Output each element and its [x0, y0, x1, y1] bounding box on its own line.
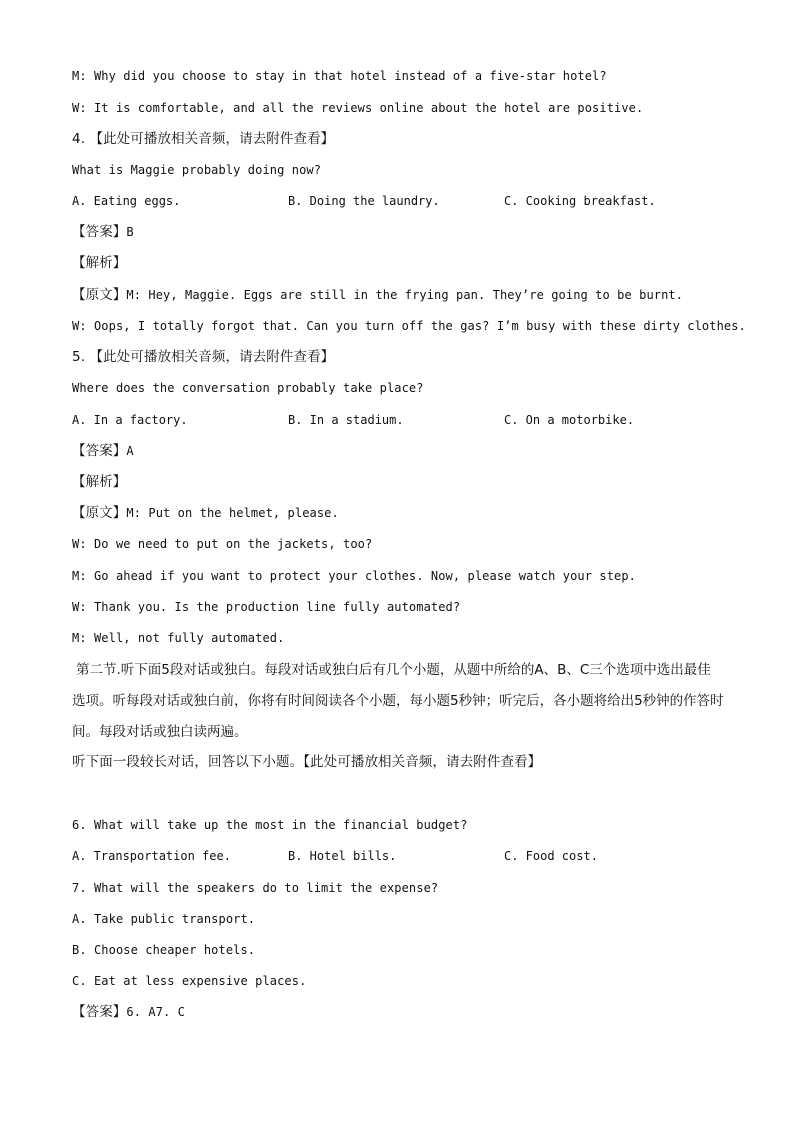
transcript-tag: 【原文】 [72, 505, 127, 521]
question-4-text: What is Maggie probably doing now? [72, 163, 322, 177]
question-6-options [72, 848, 722, 864]
answer-tag: 【答案】 [72, 224, 127, 240]
option-b: B. Hotel bills. [288, 849, 397, 863]
question-5-options [72, 412, 722, 428]
dialogue-line: M: Why did you choose to stay in that hotel instead of a five-star hotel? [72, 69, 607, 83]
option-a: A. In a factory. [72, 413, 188, 427]
longer-dialogue-instruction: 听下面一段较长对话，回答以下小题。【此处可播放相关音频，请去附件查看】 [72, 754, 542, 770]
option-c: C. On a motorbike. [504, 413, 635, 427]
question-4-analysis-tag: 【解析】 [72, 255, 127, 271]
option-b: B. Doing the laundry. [288, 194, 440, 208]
question-6-text: 6. What will take up the most in the financial budget? [72, 818, 468, 832]
option-b: B. Choose cheaper hotels. [72, 943, 256, 957]
option-a: A. Transportation fee. [72, 849, 231, 863]
section-2-instructions: 第二节.听下面5段对话或独白。每段对话或独白后有几个小题，从题中所给的A、B、C三个选项中选出最佳选项。听每段对话或独白前，你将有时间阅读各个小题，每小题5秒钟；听完后，各小题将给出5秒钟的作答时间。每段对话或独白读两遍。 [72, 662, 724, 740]
answer-value: B [126, 225, 134, 239]
question-5-transcript-line: M: Go ahead if you want to protect your clothes. Now, please watch your step. [72, 569, 636, 583]
answer-value: 6. A7. C [126, 1005, 186, 1019]
answer-tag: 【答案】 [72, 1004, 127, 1020]
answer-tag: 【答案】 [72, 443, 127, 459]
question-5-transcript-line: M: Well, not fully automated. [72, 631, 285, 645]
question-4-answer [72, 224, 134, 240]
option-c: C. Eat at less expensive places. [72, 974, 307, 988]
option-a: A. Eating eggs. [72, 194, 181, 208]
question-7-text: 7. What will the speakers do to limit the expense? [72, 881, 439, 895]
question-5-transcript-line: W: Do we need to put on the jackets, too? [72, 537, 373, 551]
question-5-text: Where does the conversation probably take place? [72, 381, 424, 395]
answer-value: A [126, 444, 134, 458]
questions-6-7-answer [72, 1004, 185, 1020]
question-5-analysis-tag: 【解析】 [72, 474, 127, 490]
transcript-text: M: Put on the helmet, please. [126, 506, 339, 520]
option-a: A. Take public transport. [72, 912, 256, 926]
question-5-transcript-line: W: Thank you. Is the production line fully automated? [72, 600, 461, 614]
question-4-transcript-line: W: Oops, I totally forgot that. Can you turn off the gas? I’m busy with these dirty clothes. [72, 319, 746, 333]
question-5-transcript-line [72, 505, 339, 521]
dialogue-line: W: It is comfortable, and all the reviews online about the hotel are positive. [72, 101, 644, 115]
question-4-transcript-line [72, 287, 683, 303]
question-4-heading: 4. 【此处可播放相关音频，请去附件查看】 [72, 131, 335, 147]
option-c: C. Cooking breakfast. [504, 194, 656, 208]
transcript-tag: 【原文】 [72, 287, 127, 303]
question-4-options [72, 193, 722, 209]
option-b: B. In a stadium. [288, 413, 404, 427]
question-5-heading: 5. 【此处可播放相关音频，请去附件查看】 [72, 349, 335, 365]
transcript-text: M: Hey, Maggie. Eggs are still in the frying pan. They’re going to be burnt. [126, 288, 684, 302]
option-c: C. Food cost. [504, 849, 598, 863]
question-5-answer [72, 443, 134, 459]
